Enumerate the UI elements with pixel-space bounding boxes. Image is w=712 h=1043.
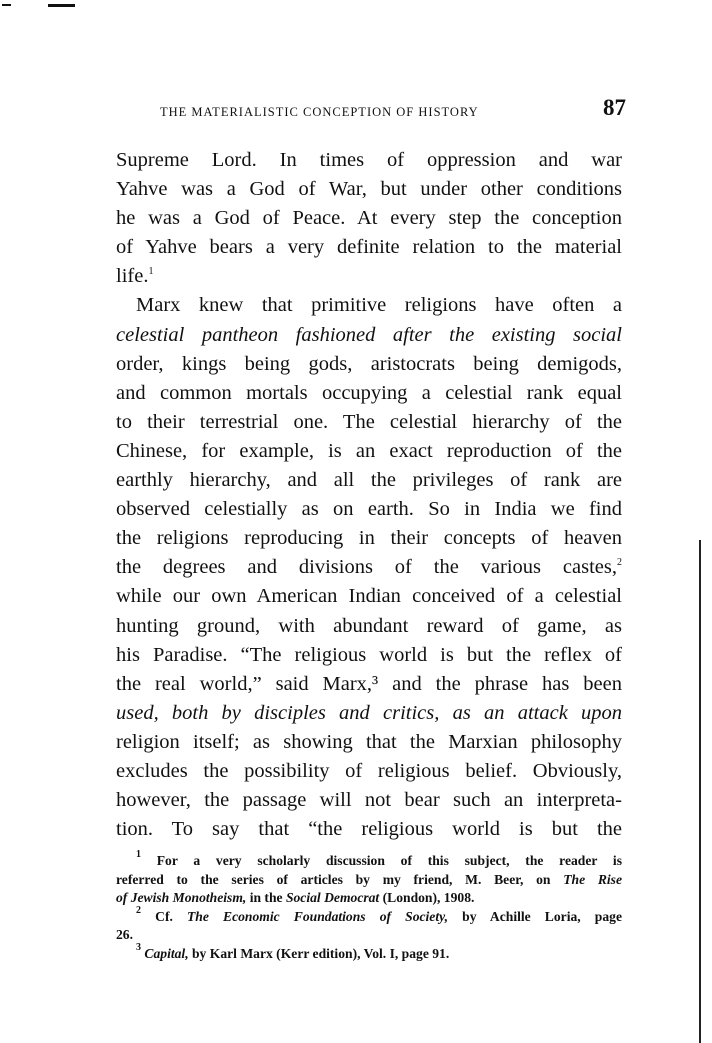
footnote-line: 26. <box>116 927 133 943</box>
scan-artifact <box>2 4 11 6</box>
body-line: Chinese, for example, is an exact reproduction of the <box>116 439 622 462</box>
body-line: celestial pantheon fashioned after the existing social <box>116 323 622 346</box>
footnote-line: $^1$ For a very scholarly discussion of this subject, the reader is <box>136 849 622 868</box>
body-line: while our own American Indian conceived of a celestial <box>116 585 622 608</box>
body-line: earthly hierarchy, and all the privileges of rank are <box>116 469 622 492</box>
body-text <box>116 146 622 844</box>
body-line: Supreme Lord. In times of oppression and war <box>116 149 622 171</box>
body-line: his Paradise. “The religious world is but the reflex of <box>116 643 622 666</box>
body-line: used, both by disciples and critics, as an attack upon <box>116 701 622 724</box>
body-line: however, the passage will not bear such an interpreta- <box>116 789 622 812</box>
footnote-line: of Jewish Monotheism, in the Social Democrat (London), 1908. <box>116 890 475 906</box>
body-line: Yahve was a God of War, but under other conditions <box>116 178 622 201</box>
body-line: Marx knew that primitive religions have often a <box>136 294 622 317</box>
running-head: THE MATERIALISTIC CONCEPTION OF HISTORY <box>160 105 479 119</box>
footnotes <box>116 849 623 964</box>
body-line: the degrees and divisions of the various castes,$^2$ <box>116 556 622 579</box>
body-line: observed celestially as on earth. So in India we find <box>116 498 622 521</box>
body-line: life.$^1$ <box>116 265 154 288</box>
footnote-line: $^3$ Capital, by Karl Marx (Kerr edition), Vol. I, page 91. <box>136 941 450 961</box>
scan-artifact <box>48 4 75 7</box>
body-line: hunting ground, with abundant reward of game, as <box>116 614 622 637</box>
page-edge <box>699 540 701 1043</box>
body-line: of Yahve bears a very definite relation to the material <box>116 236 622 259</box>
body-line: the religions reproducing in their concepts of heaven <box>116 527 622 550</box>
body-line: he was a God of Peace. At every step the conception <box>116 207 622 230</box>
footnote-ref: 1 <box>148 266 154 278</box>
body-line: excludes the possibility of religious belief. Obviously, <box>116 759 622 782</box>
footnote-line: referred to the series of articles by my friend, M. Beer, on The Rise <box>116 871 623 887</box>
footnote-line: $^2$ Cf. The Economic Foundations of Society, by Achille Loria, page <box>136 904 622 924</box>
page-header <box>160 95 630 128</box>
body-line: to their terrestrial one. The celestial hierarchy of the <box>116 410 622 433</box>
footnote-ref: 2 <box>617 557 622 569</box>
body-line: order, kings being gods, aristocrats being demigods, <box>116 352 622 375</box>
body-line: the real world,” said Marx,³ and the phrase has been <box>116 672 622 695</box>
body-line: religion itself; as showing that the Marxian philosophy <box>116 730 622 753</box>
page-number: 87 <box>603 95 626 120</box>
body-line: tion. To say that “the religious world is but the <box>116 818 622 841</box>
body-line: and common mortals occupying a celestial rank equal <box>116 381 622 404</box>
